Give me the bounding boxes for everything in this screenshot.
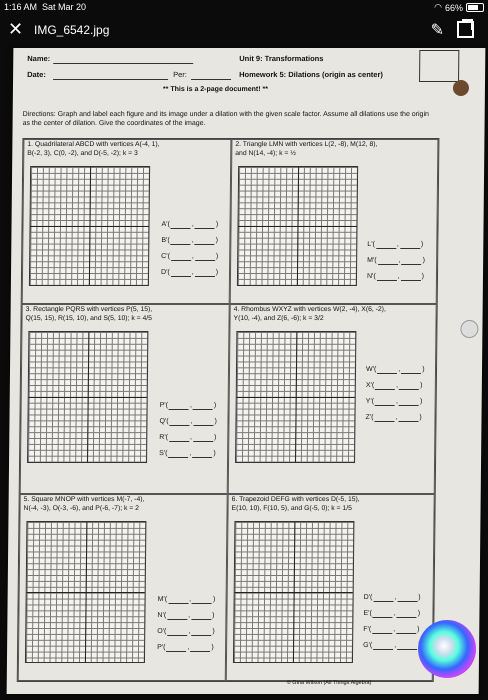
directions: Directions: Graph and label each figure and its image under a dilation with the given scale factor. Assume all dilations use the origin as the center of dilation. Give the coordinates of the image. [22,111,429,127]
close-icon[interactable]: ✕ [8,19,24,39]
answer-label: E'( [363,610,372,617]
viewer-toolbar [0,14,488,46]
answer-x-field[interactable] [377,272,397,281]
problem-title: 3. Rectangle PQRS with vertices P(5, 15), [25,306,153,313]
siri-orb-icon[interactable] [418,620,476,678]
coordinate-grid[interactable] [235,331,356,463]
answer-label: Z'( [365,414,374,421]
answer-label: W'( [365,366,377,373]
answer-label: G'( [363,642,373,649]
problem-subtitle: Q(15, 15), R(15, 10), and S(5, 10); k = 4/5 [25,314,152,322]
answer-y-field[interactable] [195,268,215,277]
answer-y-field[interactable] [397,609,417,618]
answer-label: P'( [159,402,169,409]
answer-x-field[interactable] [171,268,191,277]
problem-subtitle: B(-2, 3), C(0, -2), and D(-5, -2); k = 3 [27,149,138,157]
coordinate-grid[interactable] [29,166,150,286]
answer-label: R'( [159,434,169,441]
answer-list: W'( , ) X'( , ) Y'( , ) Z'( , ) [365,366,425,421]
answer-label: L'( [367,241,375,248]
battery-percent: 66% [444,2,463,13]
answer-label: F'( [363,626,372,633]
per-line [191,79,231,80]
problem-title: 4. Rhombus WXYZ with vertices W(2, -4), X(6, -2), [233,306,386,313]
problem-grid [17,138,440,682]
date-line [53,79,168,80]
coordinate-grid[interactable] [27,331,148,463]
problem-title: 5. Square MNOP with vertices M(-7, -4), [23,496,145,503]
date-label: Date: [27,70,46,79]
two-page-notice: ** This is a 2-page document! ** [162,86,269,93]
answer-label: M'( [367,257,377,264]
answer-label: N'( [157,612,167,619]
answer-y-field[interactable] [192,449,212,458]
edit-icon[interactable]: ✎ [430,22,444,39]
name-label: Name: [27,54,51,63]
answer-x-field[interactable] [169,433,189,442]
answer-label: X'( [365,382,375,389]
problem-2 [230,139,439,304]
answer-label: D'( [363,594,373,601]
answer-x-field[interactable] [376,240,396,249]
answer-y-field[interactable] [397,593,417,602]
problem-subtitle: and N(14, -4); k = ½ [235,149,296,157]
score-box [419,50,459,82]
name-line [53,63,193,64]
file-name: IMG_6542.jpg [34,23,110,37]
problem-4 [228,304,437,494]
answer-y-field[interactable] [191,627,211,636]
answer-y-field[interactable] [399,397,419,406]
answer-list: M'( , ) N'( , ) O'( , ) P'( , ) [157,596,216,651]
answer-x-field[interactable] [171,236,191,245]
answer-x-field[interactable] [378,256,398,265]
answer-list: A'( , ) B'( , ) C'( , ) D'( , ) [160,221,219,276]
answer-y-field[interactable] [195,236,215,245]
answer-y-field[interactable] [399,381,419,390]
answer-x-field[interactable] [171,220,191,229]
coordinate-grid[interactable] [25,521,146,663]
answer-y-field[interactable] [195,220,215,229]
answer-y-field[interactable] [195,252,215,261]
answer-y-field[interactable] [193,433,213,442]
answer-label: D'( [160,269,170,276]
answer-label: C'( [161,253,170,260]
answer-label: P'( [157,644,166,651]
problem-3 [20,304,230,494]
answer-label: Y'( [365,398,375,405]
answer-x-field[interactable] [167,627,187,636]
status-time: 1:16 AM Sat Mar 20 [4,2,87,12]
unit-title: Unit 9: Transformations [239,54,324,63]
answer-x-field[interactable] [168,449,188,458]
coordinate-grid[interactable] [237,166,358,286]
answer-x-field[interactable] [373,609,393,618]
answer-y-field[interactable] [396,625,416,634]
punch-hole [460,320,478,338]
answer-label: A'( [161,221,170,228]
problem-5 [18,494,228,681]
homework-title: Homework 5: Dilations (origin as center) [239,70,383,79]
status-bar [0,0,488,14]
copyright-footer: © Gina Wilson (All Things Algebra) [286,680,372,686]
answer-y-field[interactable] [400,240,420,249]
problem-subtitle: E(10, 10), F(10, 5), and G(-5, 0); k = 1/5 [231,504,352,512]
answer-y-field[interactable] [190,643,210,652]
problem-title: 2. Triangle LMN with vertices L(2, -8), M(12, 8), [235,141,378,148]
worksheet-photo [7,48,486,694]
answer-x-field[interactable] [168,595,188,604]
status-date: Sat Mar 20 [42,2,87,12]
answer-label: S'( [159,450,168,457]
answer-label: B'( [161,237,170,244]
answer-x-field[interactable] [171,252,191,261]
answer-x-field[interactable] [166,643,186,652]
answer-x-field[interactable] [374,413,394,422]
wifi-icon: ◠ [434,2,442,12]
answer-y-field[interactable] [398,413,418,422]
battery-icon [466,3,484,12]
problem-6 [226,494,435,681]
answer-list: P'( , ) Q'( , ) R'( , ) S'( , ) [159,402,217,457]
answer-y-field[interactable] [401,365,421,374]
answer-x-field[interactable] [373,641,393,650]
answer-x-field[interactable] [373,593,393,602]
answer-y-field[interactable] [402,256,422,265]
problem-1 [22,139,232,304]
problem-subtitle: N(-4, -3), O(-3, -6), and P(-6, -7); k = 2 [23,504,139,512]
punch-hole [453,80,469,96]
per-label: Per: [173,70,187,79]
answer-label: N'( [366,273,376,280]
answer-list: L'( , ) M'( , ) N'( , ) [366,241,425,280]
answer-x-field[interactable] [375,397,395,406]
answer-y-field[interactable] [192,595,212,604]
problem-title: 1. Quadrilateral ABCD with vertices A(-4, 1), [27,141,160,148]
answer-y-field[interactable] [401,272,421,281]
answer-x-field[interactable] [377,365,397,374]
answer-label: Q'( [159,418,169,425]
answer-y-field[interactable] [193,401,213,410]
answer-label: M'( [157,596,168,603]
answer-x-field[interactable] [167,611,187,620]
answer-x-field[interactable] [170,417,190,426]
open-external-icon[interactable] [457,21,474,38]
answer-label: O'( [157,628,167,635]
answer-list: D'( , ) E'( , ) F'( , ) G'( , [363,594,421,649]
problem-title: 6. Trapezoid DEFG with vertices D(-5, 15), [231,496,360,503]
answer-x-field[interactable] [372,625,392,634]
answer-y-field[interactable] [191,611,211,620]
coordinate-grid[interactable] [233,521,354,663]
answer-y-field[interactable] [194,417,214,426]
answer-x-field[interactable] [375,381,395,390]
answer-x-field[interactable] [169,401,189,410]
problem-subtitle: Y(10, -4), and Z(6, -6); k = 3/2 [233,314,324,322]
answer-y-field[interactable] [397,641,417,650]
